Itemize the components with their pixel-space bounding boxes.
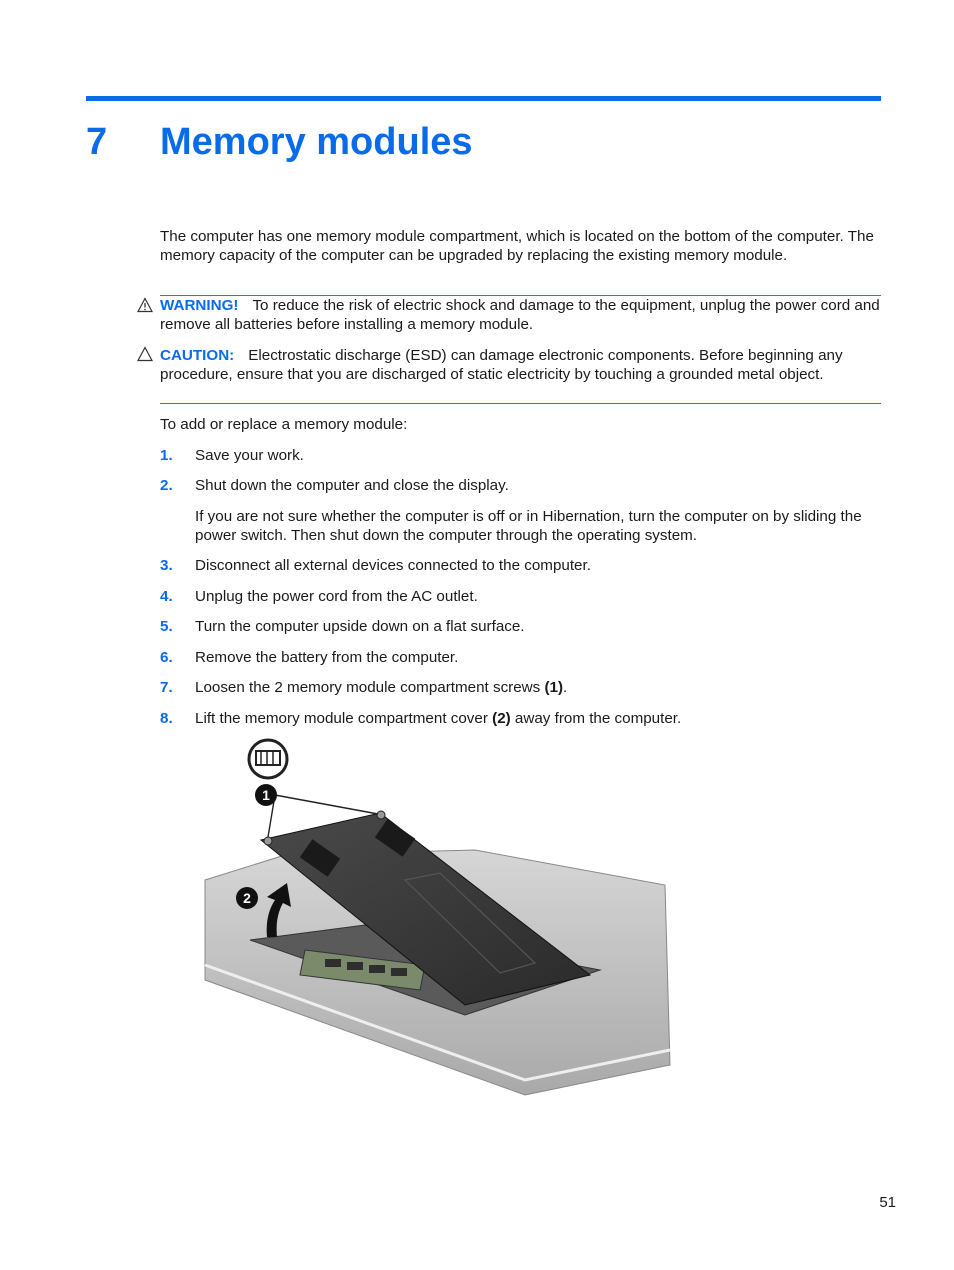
memory-module-icon (249, 740, 287, 778)
warning-icon (137, 297, 153, 313)
callout-ref: (1) (544, 679, 564, 696)
step-number: 3. (160, 557, 173, 574)
warning-label: WARNING! (160, 297, 239, 314)
step-text: Shut down the computer and close the display. (195, 477, 509, 494)
chapter-number: 7 (86, 121, 108, 163)
svg-text:2: 2 (243, 890, 251, 906)
step-number: 2. (160, 477, 173, 494)
step-text: Unplug the power cord from the AC outlet. (195, 588, 478, 605)
intro-paragraph: The computer has one memory module compartment, which is located on the bottom of the computer. The memory capacity of the computer can be upgraded by replacing the existing memory module. (160, 228, 874, 264)
step-number: 4. (160, 588, 173, 605)
step-text: Turn the computer upside down on a flat surface. (195, 618, 525, 635)
memory-compartment-illustration (195, 735, 675, 1100)
callout-2-icon (236, 887, 258, 909)
chapter-title: Memory modules (160, 121, 473, 163)
step-text: Save your work. (195, 447, 304, 464)
step-number: 8. (160, 710, 173, 727)
procedure-intro: To add or replace a memory module: (160, 416, 408, 433)
step-text: Lift the memory module compartment cover (2) away from the computer. (195, 710, 682, 727)
caution-text: Electrostatic discharge (ESD) can damage electronic components. Before beginning any procedure, ensure that you are discharged of static electricity by touching a grounded metal object. (160, 347, 843, 383)
step-number: 7. (160, 679, 173, 696)
step-number: 5. (160, 618, 173, 635)
chapter-top-rule (86, 96, 881, 101)
svg-text:1: 1 (262, 787, 270, 803)
step-text: Loosen the 2 memory module compartment screws (1). (195, 679, 568, 696)
caution-bottom-rule (160, 403, 881, 404)
screw-icon (377, 811, 385, 819)
screw-icon (264, 837, 272, 845)
warning-notice (160, 296, 881, 334)
callout-ref: (2) (492, 710, 511, 727)
step-number: 1. (160, 447, 173, 464)
caution-label: CAUTION: (160, 347, 235, 364)
page-number: 51 (879, 1194, 896, 1211)
step-text: Disconnect all external devices connected to the computer. (195, 557, 591, 574)
step-number: 6. (160, 649, 173, 666)
step-text: Remove the battery from the computer. (195, 649, 459, 666)
chapter-heading (86, 121, 473, 164)
caution-notice (160, 346, 881, 384)
callout-1-icon (255, 784, 277, 806)
caution-icon (137, 346, 153, 362)
warning-text: To reduce the risk of electric shock and damage to the equipment, unplug the power cord and remove all batteries before installing a memory module. (160, 297, 880, 333)
step-2-note: If you are not sure whether the computer is off or in Hibernation, turn the computer on by sliding the power switch. Then shut down the computer through the operating system. (195, 508, 862, 544)
